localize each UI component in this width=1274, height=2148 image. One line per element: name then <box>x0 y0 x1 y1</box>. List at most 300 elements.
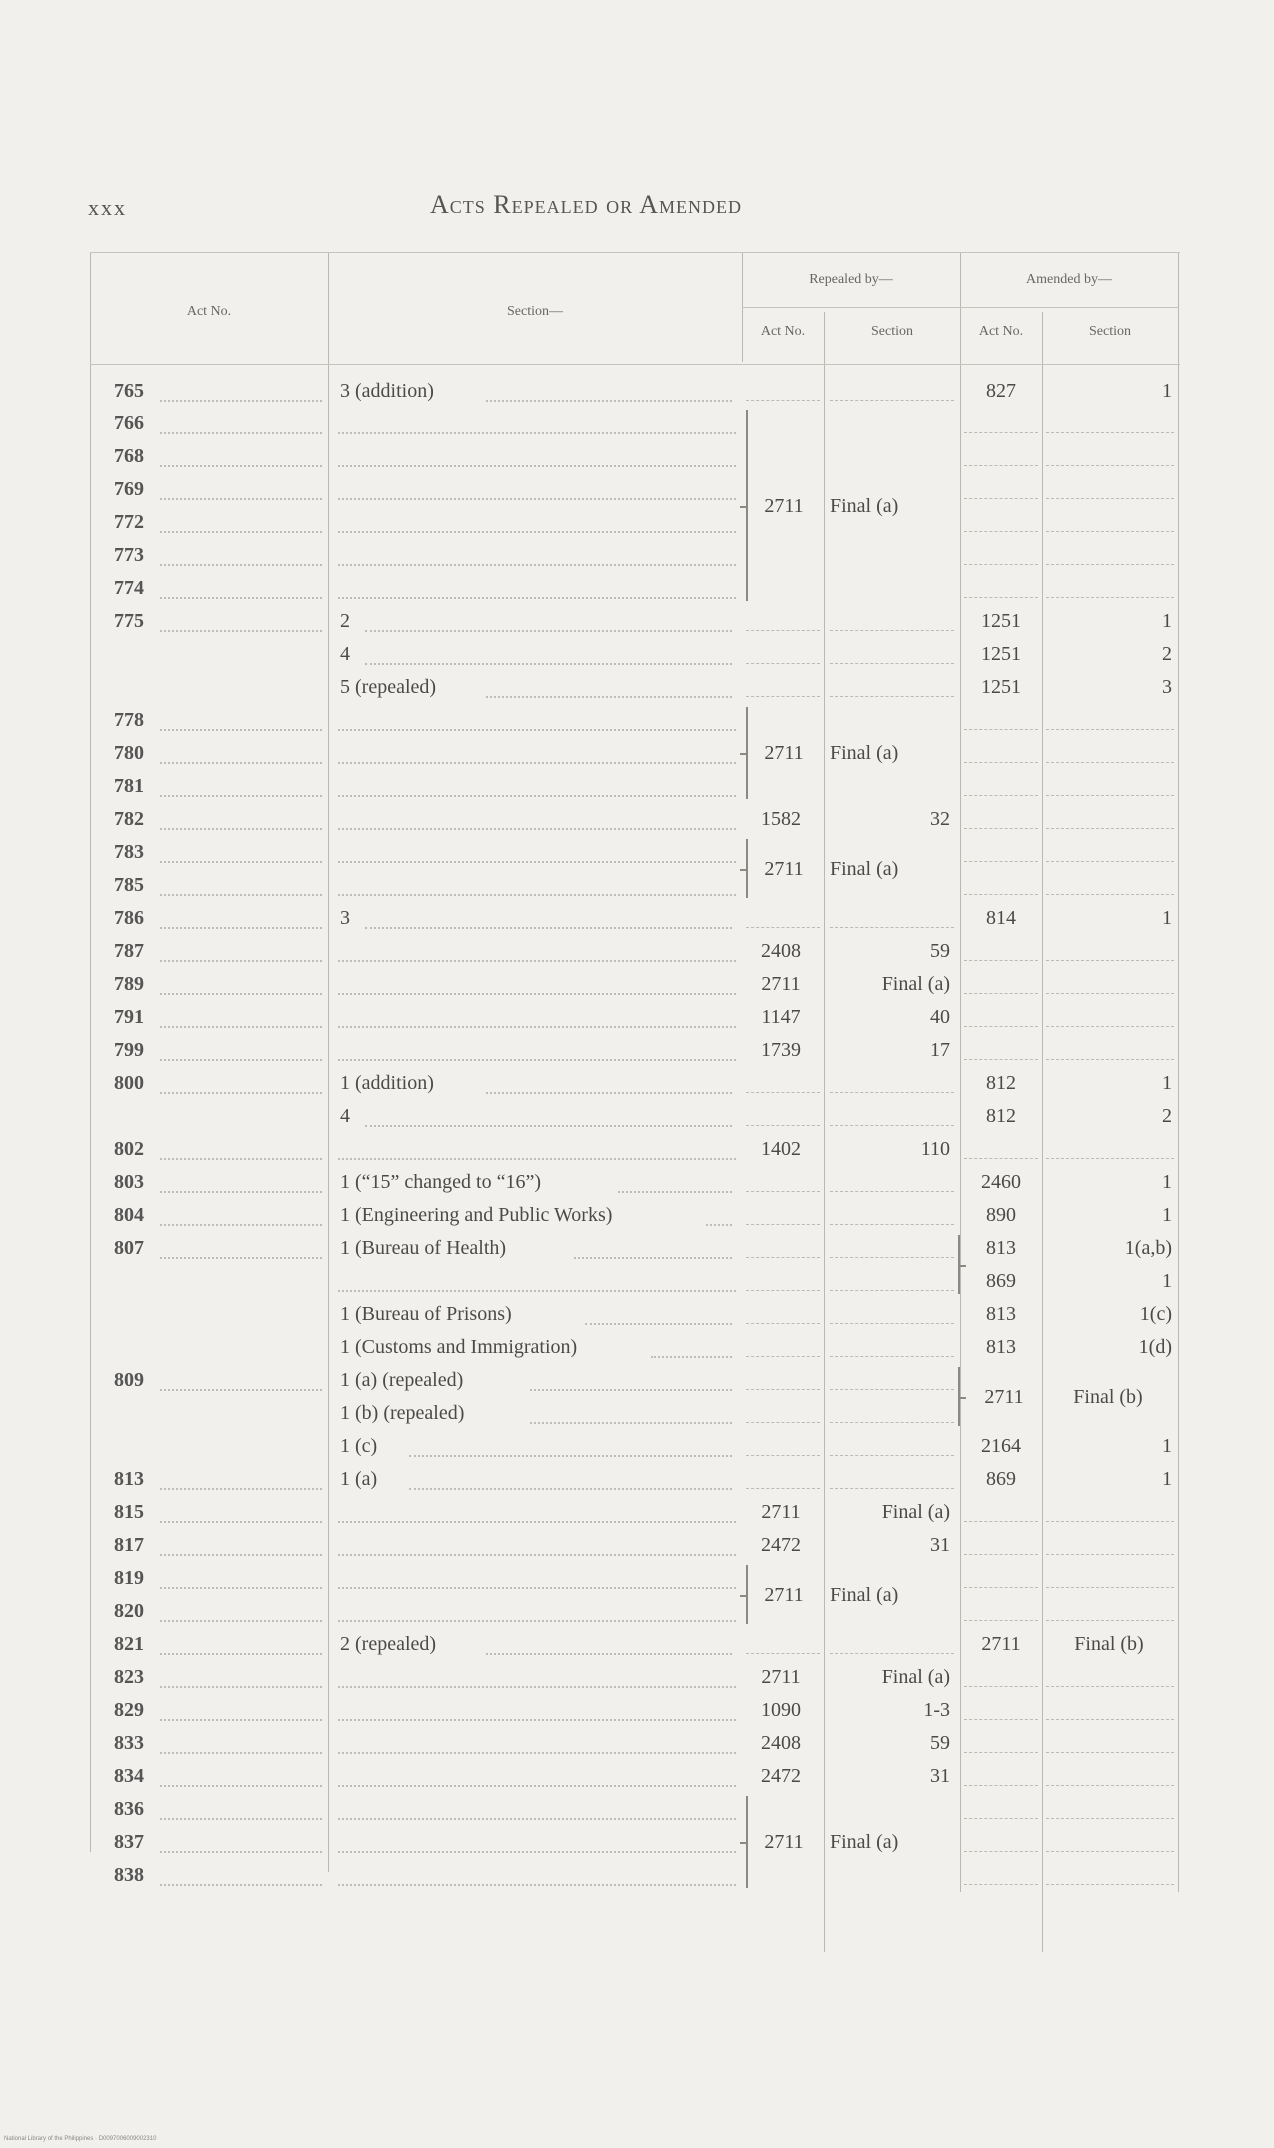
leader-dots <box>338 432 736 434</box>
dash-fill <box>746 663 820 664</box>
dash-fill <box>830 1389 954 1390</box>
dash-fill <box>964 993 1038 994</box>
amended-section: 1 <box>1162 1270 1172 1292</box>
amended-act-no: 1251 <box>981 676 1021 698</box>
amended-section: Final (b) <box>1073 1385 1143 1408</box>
repealed-act-no: 2408 <box>761 940 801 962</box>
dash-fill <box>964 894 1038 895</box>
repealed-section: 40 <box>930 1006 950 1028</box>
leader-dots <box>160 531 322 533</box>
dash-fill <box>1046 1818 1174 1819</box>
dash-fill <box>1046 795 1174 796</box>
dash-fill <box>1046 1554 1174 1555</box>
leader-dots <box>160 1719 322 1721</box>
repeal-amend-table <box>90 252 1180 1892</box>
leader-dots <box>365 663 732 665</box>
leader-dots <box>160 1554 322 1556</box>
dash-fill <box>746 400 820 401</box>
dash-fill <box>746 927 820 928</box>
leader-dots <box>160 1818 322 1820</box>
leader-dots <box>338 531 736 533</box>
dash-fill <box>1046 1752 1174 1753</box>
section-text: 1 (addition) <box>340 1072 434 1094</box>
rule-top <box>90 252 1180 253</box>
dash-fill <box>830 1191 954 1192</box>
dash-fill <box>1046 1851 1174 1852</box>
header-amended-section: Section <box>1089 324 1131 339</box>
leader-dots <box>338 894 736 896</box>
dash-fill <box>1046 1719 1174 1720</box>
act-number: 815 <box>114 1501 144 1523</box>
amended-section: 1(d) <box>1138 1336 1172 1358</box>
act-number: 775 <box>114 610 144 632</box>
rule-group <box>742 307 1178 308</box>
dash-fill <box>964 1719 1038 1720</box>
amended-act-no: 1251 <box>981 610 1021 632</box>
leader-dots <box>338 1158 736 1160</box>
leader-dots <box>160 1026 322 1028</box>
dash-fill <box>964 1884 1038 1885</box>
dash-fill <box>1046 498 1174 499</box>
leader-dots <box>160 993 322 995</box>
amended-section: 3 <box>1162 676 1172 698</box>
leader-dots <box>486 400 732 402</box>
leader-dots <box>160 1884 322 1886</box>
dash-fill <box>1046 531 1174 532</box>
amended-section: 2 <box>1162 1105 1172 1127</box>
amended-section: 1 <box>1162 1435 1172 1457</box>
header-repealed-act-no: Act No. <box>760 324 806 339</box>
header-repealed-by: Repealed by— <box>809 272 893 287</box>
amended-section: 2 <box>1162 643 1172 665</box>
brace-group <box>746 410 754 601</box>
act-number: 817 <box>114 1534 144 1556</box>
dash-fill <box>964 1785 1038 1786</box>
repealed-section: 17 <box>930 1039 950 1061</box>
section-text: 1 (Bureau of Prisons) <box>340 1303 512 1325</box>
brace-group <box>952 1235 960 1294</box>
section-text: 4 <box>340 643 350 665</box>
leader-dots <box>338 465 736 467</box>
amended-act-no: 814 <box>986 907 1016 929</box>
leader-dots <box>160 1158 322 1160</box>
leader-dots <box>160 1191 322 1193</box>
dash-fill <box>1046 1620 1174 1621</box>
dash-fill <box>746 1323 820 1324</box>
dash-fill <box>1046 597 1174 598</box>
act-number: 789 <box>114 973 144 995</box>
act-number: 783 <box>114 841 144 863</box>
act-number: 766 <box>114 412 144 434</box>
rule-am-act-sec <box>1042 312 1043 1952</box>
act-number: 765 <box>114 380 144 402</box>
dash-fill <box>964 1158 1038 1159</box>
dash-fill <box>964 960 1038 961</box>
leader-dots <box>338 1554 736 1556</box>
leader-dots <box>585 1323 732 1325</box>
leader-dots <box>338 1686 736 1688</box>
dash-fill <box>1046 465 1174 466</box>
repealed-section: Final (a) <box>881 973 950 995</box>
dash-fill <box>1046 762 1174 763</box>
section-text: 1 (a) (repealed) <box>340 1369 464 1391</box>
dash-fill <box>830 663 954 664</box>
dash-fill <box>830 1653 954 1654</box>
leader-dots <box>160 1752 322 1754</box>
dash-fill <box>830 1422 954 1423</box>
dash-fill <box>964 432 1038 433</box>
act-number: 778 <box>114 709 144 731</box>
leader-dots <box>338 1290 736 1292</box>
act-number: 809 <box>114 1369 144 1391</box>
dash-fill <box>830 1125 954 1126</box>
leader-dots <box>365 630 732 632</box>
dash-fill <box>746 630 820 631</box>
act-number: 821 <box>114 1633 144 1655</box>
leader-dots <box>160 729 322 731</box>
dash-fill <box>746 1257 820 1258</box>
dash-fill <box>830 1356 954 1357</box>
repealed-section: 1-3 <box>923 1699 950 1721</box>
section-text: 1 (b) (repealed) <box>340 1402 465 1424</box>
leader-dots <box>338 993 736 995</box>
rule-act-section <box>328 252 329 1872</box>
act-number: 768 <box>114 445 144 467</box>
dash-fill <box>964 1026 1038 1027</box>
leader-dots <box>160 1587 322 1589</box>
dash-fill <box>830 1092 954 1093</box>
dash-fill <box>1046 828 1174 829</box>
repealed-act-no: 2472 <box>761 1534 801 1556</box>
repealed-act-no: 2711 <box>764 857 804 880</box>
header-section: Section— <box>507 304 563 319</box>
dash-fill <box>1046 894 1174 895</box>
dash-fill <box>1046 1521 1174 1522</box>
leader-dots <box>338 1884 736 1886</box>
amended-act-no: 812 <box>986 1105 1016 1127</box>
act-number: 799 <box>114 1039 144 1061</box>
leader-dots <box>160 400 322 402</box>
dash-fill <box>964 564 1038 565</box>
dash-fill <box>830 400 954 401</box>
repealed-section: 31 <box>930 1534 950 1556</box>
repealed-act-no: 1582 <box>761 808 801 830</box>
repealed-act-no: 2711 <box>764 742 804 764</box>
act-number: 769 <box>114 478 144 500</box>
dash-fill <box>1046 564 1174 565</box>
leader-dots <box>486 1092 732 1094</box>
act-number: 807 <box>114 1237 144 1259</box>
act-number: 819 <box>114 1567 144 1589</box>
section-text: 4 <box>340 1105 350 1127</box>
leader-dots <box>338 1026 736 1028</box>
dash-fill <box>746 696 820 697</box>
header-repealed-section: Section <box>871 324 913 339</box>
dash-fill <box>830 1488 954 1489</box>
amended-act-no: 890 <box>986 1204 1016 1226</box>
amended-section: 1 <box>1162 1171 1172 1193</box>
section-text: 1 (Bureau of Health) <box>340 1237 507 1259</box>
dash-fill <box>1046 729 1174 730</box>
leader-dots <box>338 1851 736 1853</box>
brace-group <box>746 1796 754 1888</box>
act-number: 787 <box>114 940 144 962</box>
leader-dots <box>530 1422 732 1424</box>
act-number: 781 <box>114 775 144 797</box>
leader-dots <box>160 1653 322 1655</box>
act-number: 774 <box>114 577 144 599</box>
dash-fill <box>964 1059 1038 1060</box>
act-number: 780 <box>114 742 144 764</box>
section-text: 1 (c) <box>340 1435 378 1457</box>
amended-act-no: 2460 <box>981 1171 1021 1193</box>
dash-fill <box>964 1620 1038 1621</box>
repealed-act-no: 1402 <box>761 1138 801 1160</box>
leader-dots <box>338 1785 736 1787</box>
leader-dots <box>365 1125 732 1127</box>
leader-dots <box>338 1818 736 1820</box>
leader-dots <box>160 828 322 830</box>
repealed-act-no: 1739 <box>761 1039 801 1061</box>
dash-fill <box>746 1290 820 1291</box>
leader-dots <box>365 927 732 929</box>
repealed-section: 31 <box>930 1765 950 1787</box>
dash-fill <box>1046 1158 1174 1159</box>
leader-dots <box>160 1389 322 1391</box>
leader-dots <box>530 1389 732 1391</box>
amended-section: 1 <box>1162 1468 1172 1490</box>
act-number: 804 <box>114 1204 144 1226</box>
dash-fill <box>964 762 1038 763</box>
leader-dots <box>486 1653 732 1655</box>
dash-fill <box>746 1488 820 1489</box>
repealed-section: Final (a) <box>881 1501 950 1523</box>
leader-dots <box>338 762 736 764</box>
act-number: 837 <box>114 1831 144 1853</box>
act-number: 829 <box>114 1699 144 1721</box>
leader-dots <box>338 1587 736 1589</box>
dash-fill <box>1046 861 1174 862</box>
section-text: 2 (repealed) <box>340 1633 437 1655</box>
dash-fill <box>964 1851 1038 1852</box>
page-number: xxx <box>88 195 127 220</box>
leader-dots <box>338 1719 736 1721</box>
dash-fill <box>830 1224 954 1225</box>
act-number: 800 <box>114 1072 144 1094</box>
leader-dots <box>160 1620 322 1622</box>
leader-dots <box>160 1257 322 1259</box>
act-number: 772 <box>114 511 144 533</box>
amended-section: 1 <box>1162 380 1172 402</box>
leader-dots <box>160 795 322 797</box>
repealed-section: Final (a) <box>830 742 899 764</box>
dash-fill <box>964 729 1038 730</box>
leader-dots <box>160 465 322 467</box>
dash-fill <box>964 498 1038 499</box>
amended-section: 1 <box>1162 907 1172 929</box>
amended-act-no: 827 <box>986 380 1016 402</box>
rule-rep-act-sec <box>824 312 825 1952</box>
leader-dots <box>160 1092 322 1094</box>
rule-left <box>90 252 91 1852</box>
dash-fill <box>1046 1059 1174 1060</box>
leader-dots <box>160 1488 322 1490</box>
repealed-act-no: 2711 <box>764 1583 804 1606</box>
header-amended-act-no: Act No. <box>978 324 1024 339</box>
leader-dots <box>160 564 322 566</box>
leader-dots <box>338 564 736 566</box>
repealed-section: Final (a) <box>881 1666 950 1688</box>
rule-right <box>1178 252 1179 1892</box>
dash-fill <box>746 1125 820 1126</box>
leader-dots <box>160 1224 322 1226</box>
dash-fill <box>964 861 1038 862</box>
act-number: 785 <box>114 874 144 896</box>
leader-dots <box>651 1356 732 1358</box>
section-text: 1 (Customs and Immigration) <box>340 1336 578 1358</box>
leader-dots <box>338 795 736 797</box>
dash-fill <box>1046 1686 1174 1687</box>
dash-fill <box>1046 993 1174 994</box>
repealed-section: 110 <box>920 1138 950 1160</box>
section-text: 3 <box>340 907 350 929</box>
act-number: 803 <box>114 1171 144 1193</box>
repealed-section: Final (a) <box>830 1583 899 1606</box>
act-number: 791 <box>114 1006 144 1028</box>
amended-act-no: 2711 <box>981 1633 1021 1655</box>
leader-dots <box>338 1521 736 1523</box>
repealed-act-no: 2711 <box>761 1666 801 1688</box>
leader-dots <box>574 1257 732 1259</box>
dash-fill <box>746 1224 820 1225</box>
brace-group <box>746 1565 754 1624</box>
amended-act-no: 812 <box>986 1072 1016 1094</box>
dash-fill <box>1046 1785 1174 1786</box>
leader-dots <box>409 1455 732 1457</box>
dash-fill <box>830 696 954 697</box>
repealed-act-no: 1147 <box>761 1006 801 1028</box>
dash-fill <box>746 1422 820 1423</box>
repealed-act-no: 1090 <box>761 1699 801 1721</box>
leader-dots <box>338 1620 736 1622</box>
act-number: 782 <box>114 808 144 830</box>
amended-section: 1(c) <box>1139 1303 1172 1325</box>
dash-fill <box>964 1587 1038 1588</box>
repealed-section: Final (a) <box>830 494 899 517</box>
dash-fill <box>964 1521 1038 1522</box>
repealed-section: Final (a) <box>830 1831 899 1853</box>
section-text: 1 (“15” changed to “16”) <box>340 1171 542 1193</box>
repealed-act-no: 2711 <box>761 1501 801 1523</box>
dash-fill <box>746 1389 820 1390</box>
leader-dots <box>338 861 736 863</box>
dash-fill <box>830 927 954 928</box>
leader-dots <box>160 1785 322 1787</box>
dash-fill <box>1046 432 1174 433</box>
leader-dots <box>160 1059 322 1061</box>
act-number: 786 <box>114 907 144 929</box>
repealed-act-no: 2408 <box>761 1732 801 1754</box>
leader-dots <box>160 597 322 599</box>
amended-act-no: 813 <box>986 1237 1016 1259</box>
amended-section: 1 <box>1162 1204 1172 1226</box>
leader-dots <box>160 1851 322 1853</box>
amended-act-no: 813 <box>986 1303 1016 1325</box>
rule-header-bottom <box>90 364 1180 365</box>
repealed-section: 59 <box>930 1732 950 1754</box>
amended-section: 1(a,b) <box>1124 1237 1172 1259</box>
leader-dots <box>160 894 322 896</box>
leader-dots <box>486 696 732 698</box>
footer-credit: National Library of the Philippines · D0097006009002310 <box>4 2136 157 2142</box>
dash-fill <box>830 1290 954 1291</box>
header-act-no: Act No. <box>186 304 232 319</box>
dash-fill <box>1046 1884 1174 1885</box>
dash-fill <box>964 1752 1038 1753</box>
dash-fill <box>830 1455 954 1456</box>
dash-fill <box>746 1191 820 1192</box>
leader-dots <box>160 927 322 929</box>
repealed-section: 32 <box>930 808 950 830</box>
act-number: 823 <box>114 1666 144 1688</box>
repealed-act-no: 2711 <box>764 494 804 517</box>
section-text: 1 (Engineering and Public Works) <box>340 1204 613 1226</box>
repealed-act-no: 2472 <box>761 1765 801 1787</box>
dash-fill <box>830 1257 954 1258</box>
leader-dots <box>618 1191 732 1193</box>
section-text: 2 <box>340 610 350 632</box>
brace-group <box>746 839 754 898</box>
dash-fill <box>964 1686 1038 1687</box>
leader-dots <box>338 729 736 731</box>
dash-fill <box>746 1455 820 1456</box>
leader-dots <box>160 960 322 962</box>
dash-fill <box>746 1356 820 1357</box>
act-number: 834 <box>114 1765 144 1787</box>
act-number: 833 <box>114 1732 144 1754</box>
act-number: 836 <box>114 1798 144 1820</box>
amended-act-no: 813 <box>986 1336 1016 1358</box>
amended-act-no: 1251 <box>981 643 1021 665</box>
leader-dots <box>160 432 322 434</box>
amended-act-no: 869 <box>986 1468 1016 1490</box>
leader-dots <box>160 498 322 500</box>
dash-fill <box>830 1323 954 1324</box>
amended-act-no: 869 <box>986 1270 1016 1292</box>
act-number: 773 <box>114 544 144 566</box>
leader-dots <box>338 597 736 599</box>
dash-fill <box>746 1092 820 1093</box>
page-title: Acts Repealed or Amended <box>430 190 742 219</box>
header-amended-by: Amended by— <box>1026 272 1112 287</box>
leader-dots <box>338 1752 736 1754</box>
leader-dots <box>409 1488 732 1490</box>
section-text: 1 (a) <box>340 1468 378 1490</box>
dash-fill <box>964 531 1038 532</box>
act-number: 802 <box>114 1138 144 1160</box>
section-text: 3 (addition) <box>340 380 434 402</box>
dash-fill <box>746 1653 820 1654</box>
amended-section: 1 <box>1162 610 1172 632</box>
dash-fill <box>964 1818 1038 1819</box>
leader-dots <box>160 1521 322 1523</box>
leader-dots <box>338 1059 736 1061</box>
leader-dots <box>706 1224 732 1226</box>
leader-dots <box>338 960 736 962</box>
leader-dots <box>160 762 322 764</box>
act-number: 820 <box>114 1600 144 1622</box>
dash-fill <box>964 597 1038 598</box>
